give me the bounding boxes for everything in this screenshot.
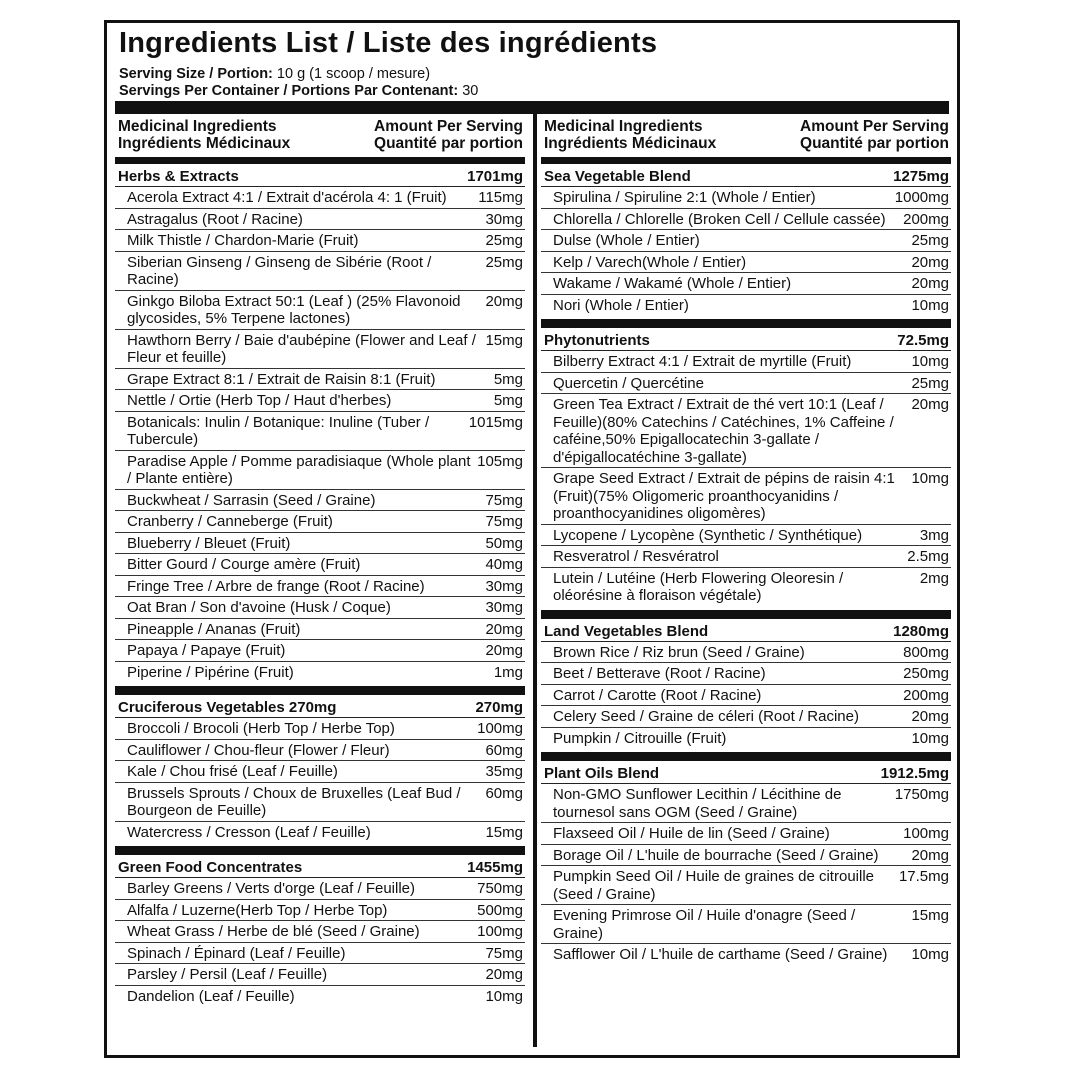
ingredient-row [115, 619, 525, 641]
ingredient-amount: 2.5mg [907, 548, 949, 565]
ingredient-name: Acerola Extract 4:1 / Extrait d'acérola 4: 1 (Fruit) [127, 189, 447, 206]
serving-size-label: Serving Size / Portion: [119, 66, 273, 82]
ingredient-amount: 20mg [485, 966, 523, 983]
ingredient-row [115, 822, 525, 843]
ingredient-name: Celery Seed / Graine de céleri (Root / Racine) [553, 708, 859, 725]
section-header [541, 761, 951, 784]
ingredient-name: Nettle / Ortie (Herb Top / Haut d'herbes) [127, 392, 392, 409]
ingredient-name: Kelp / Varech(Whole / Entier) [553, 253, 747, 271]
ingredient-name: Oat Bran / Son d'avoine (Husk / Coque) [127, 599, 391, 616]
ingredient-name: Carrot / Carotte (Root / Racine) [553, 686, 762, 704]
ingredient-row [115, 412, 525, 451]
ingredient-name: Wheat Grass / Herbe de blé (Seed / Graine) [127, 923, 420, 940]
ingredient-row [541, 187, 951, 209]
ingredient-name: Spinach / Épinard (Leaf / Feuille) [127, 944, 346, 962]
ingredient-row [115, 390, 525, 412]
ingredient-row [115, 597, 525, 619]
section-header [115, 695, 525, 718]
ingredient-row [541, 685, 951, 707]
ingredient-name: Hawthorn Berry / Baie d'aubépine (Flower and Leaf / Fleur et feuille) [127, 331, 476, 366]
ingredient-row [541, 663, 951, 685]
page-title: Ingredients List / Liste des ingrédients [119, 27, 658, 59]
ingredient-name: Wakame / Wakamé (Whole / Entier) [553, 275, 792, 292]
section-name: Herbs & Extracts [118, 168, 239, 185]
section-divider-bar [541, 752, 951, 761]
ingredient-name: Cauliflower / Chou-fleur (Flower / Fleur) [127, 741, 390, 759]
ingredient-section [115, 695, 525, 842]
left-sections [115, 164, 525, 1006]
ingredients-panel [104, 20, 960, 1058]
section-total: 1280mg [893, 622, 949, 640]
ingredient-row [115, 291, 525, 330]
ingredient-row [115, 554, 525, 576]
ingredient-row [115, 209, 525, 231]
ingredient-row [115, 490, 525, 512]
ingredient-name: Nori (Whole / Entier) [553, 296, 689, 314]
section-name: Plant Oils Blend [544, 765, 660, 782]
ingredient-row [115, 943, 525, 965]
ingredient-amount: 30mg [485, 210, 523, 228]
ingredient-amount: 750mg [477, 880, 523, 897]
ingredient-section [541, 619, 951, 749]
ingredient-row [115, 878, 525, 900]
ingredient-row [115, 451, 525, 490]
section-total: 72.5mg [897, 332, 949, 349]
ingredient-row [541, 209, 951, 231]
ingredient-amount: 25mg [911, 374, 949, 392]
header-medicinal-ingredients: Medicinal Ingredients [118, 118, 277, 135]
column-header [541, 118, 951, 156]
ingredient-name: Brussels Sprouts / Choux de Bruxelles (Leaf Bud / Bourgeon de Feuille) [127, 784, 461, 819]
ingredient-amount: 5mg [493, 370, 523, 388]
ingredient-amount: 75mg [485, 513, 523, 530]
ingredient-row [541, 866, 951, 905]
ingredient-amount: 17.5mg [898, 868, 949, 885]
ingredient-row [115, 921, 525, 943]
ingredient-name: Grape Extract 8:1 / Extrait de Raisin 8:1 (Fruit) [127, 370, 436, 388]
ingredient-amount: 20mg [911, 396, 949, 413]
ingredient-amount: 60mg [485, 784, 523, 802]
ingredient-name: Safflower Oil / L'huile de carthame (Seed / Graine) [553, 946, 888, 963]
ingredient-name: Bilberry Extract 4:1 / Extrait de myrtille (Fruit) [553, 353, 852, 370]
ingredient-row [115, 783, 525, 822]
ingredient-amount: 2mg [919, 569, 949, 587]
section-divider-bar [541, 319, 951, 328]
ingredient-name: Blueberry / Bleuet (Fruit) [127, 534, 291, 552]
header-amount-per-serving: Amount Per Serving [374, 118, 523, 135]
ingredient-amount: 100mg [903, 825, 949, 842]
ingredient-name: Beet / Betterave (Root / Racine) [553, 665, 766, 682]
ingredient-row [115, 230, 525, 252]
ingredient-name: Chlorella / Chlorelle (Broken Cell / Cellule cassée) [553, 210, 886, 228]
ingredient-name: Watercress / Cresson (Leaf / Feuille) [127, 823, 371, 841]
ingredient-amount: 1000mg [894, 189, 949, 206]
ingredient-name: Green Tea Extract / Extrait de thé vert 10:1 (Leaf / Feuille)(80% Catechins / Catéchines, 1% Caffeine / caféine,50% Epigallocatechin 3-gallate / d'épigallocatéchine 3-gallate) [553, 396, 894, 466]
ingredient-name: Milk Thistle / Chardon-Marie (Fruit) [127, 232, 359, 249]
ingredient-row [541, 728, 951, 749]
ingredient-row [541, 845, 951, 867]
section-name: Green Food Concentrates [118, 859, 303, 876]
column-header [115, 118, 525, 156]
section-divider-bar [541, 610, 951, 619]
ingredient-amount: 100mg [477, 923, 523, 940]
ingredient-name: Ginkgo Biloba Extract 50:1 (Leaf ) (25% Flavonoid glycosides, 5% Terpene lactones) [127, 292, 461, 327]
ingredient-amount: 10mg [911, 296, 949, 314]
ingredient-amount: 5mg [493, 392, 523, 409]
ingredient-row [115, 964, 525, 986]
ingredient-amount: 25mg [485, 232, 523, 249]
ingredient-row [115, 533, 525, 555]
ingredient-amount: 20mg [485, 642, 523, 659]
ingredient-row [541, 295, 951, 316]
ingredient-amount: 75mg [485, 491, 523, 509]
ingredient-row [541, 642, 951, 664]
ingredient-row [115, 252, 525, 291]
header-amount-per-serving: Amount Per Serving [800, 118, 949, 135]
ingredient-row [541, 784, 951, 823]
section-name: Land Vegetables Blend [544, 622, 709, 640]
ingredient-amount: 15mg [485, 331, 523, 349]
ingredient-amount: 200mg [903, 210, 949, 228]
header-quantite-par-portion: Quantité par portion [374, 135, 523, 152]
ingredient-row [541, 230, 951, 252]
ingredient-row [541, 823, 951, 845]
ingredient-section [541, 328, 951, 606]
ingredient-row [541, 273, 951, 295]
ingredient-row [541, 351, 951, 373]
section-total: 1275mg [893, 168, 949, 185]
ingredient-amount: 115mg [478, 189, 523, 206]
ingredient-row [115, 900, 525, 922]
ingredient-name: Astragalus (Root / Racine) [127, 210, 303, 228]
ingredient-name: Barley Greens / Verts d'orge (Leaf / Feuille) [127, 880, 415, 897]
top-divider-bar [115, 101, 949, 114]
header-bar [115, 157, 525, 164]
ingredient-name: Broccoli / Brocoli (Herb Top / Herbe Top) [127, 720, 395, 737]
ingredient-name: Botanicals: Inulin / Botanique: Inuline (Tuber / Tubercule) [127, 413, 430, 448]
ingredient-row [115, 187, 525, 209]
ingredient-name: Piperine / Pipérine (Fruit) [127, 663, 294, 681]
header-quantite-par-portion: Quantité par portion [800, 135, 949, 152]
ingredient-amount: 75mg [485, 944, 523, 962]
ingredient-name: Pineapple / Ananas (Fruit) [127, 620, 301, 638]
ingredient-row [115, 662, 525, 683]
section-name: Phytonutrients [544, 332, 650, 349]
left-column [115, 118, 525, 1047]
ingredient-name: Lutein / Lutéine (Herb Flowering Oleoresin / oléorésine à floraison végétale) [553, 569, 844, 604]
ingredient-amount: 25mg [485, 253, 523, 271]
ingredient-amount: 105mg [477, 452, 523, 470]
ingredient-row [541, 568, 951, 606]
ingredient-name: Dulse (Whole / Entier) [553, 232, 700, 249]
ingredient-amount: 35mg [485, 763, 523, 780]
header-medicinal-ingredients: Medicinal Ingredients [544, 118, 703, 135]
section-name: Sea Vegetable Blend [544, 168, 691, 185]
ingredient-amount: 200mg [903, 686, 949, 704]
right-column [541, 118, 951, 1047]
ingredient-section [541, 761, 951, 965]
ingredient-row [115, 640, 525, 662]
section-total: 270mg [475, 699, 523, 716]
ingredient-name: Resveratrol / Resvératrol [553, 548, 719, 565]
column-divider [533, 114, 537, 1047]
ingredient-amount: 3mg [919, 526, 949, 544]
ingredient-row [541, 944, 951, 965]
ingredient-name: Brown Rice / Riz brun (Seed / Graine) [553, 643, 805, 661]
ingredient-row [541, 905, 951, 944]
ingredient-amount: 10mg [911, 946, 949, 963]
ingredient-section [541, 164, 951, 315]
ingredient-amount: 1015mg [468, 413, 523, 431]
ingredient-amount: 20mg [911, 846, 949, 864]
ingredient-row [115, 330, 525, 369]
ingredient-amount: 20mg [485, 292, 523, 310]
ingredient-name: Paradise Apple / Pomme paradisiaque (Whole plant / Plante entière) [127, 452, 471, 487]
ingredient-name: Spirulina / Spiruline 2:1 (Whole / Entier) [553, 189, 816, 206]
ingredient-name: Pumpkin / Citrouille (Fruit) [553, 729, 727, 747]
section-header [115, 164, 525, 187]
ingredient-amount: 10mg [911, 353, 949, 370]
section-header [541, 164, 951, 187]
serving-size-line [119, 66, 430, 83]
ingredient-name: Parsley / Persil (Leaf / Feuille) [127, 966, 328, 983]
ingredient-row [115, 986, 525, 1007]
ingredient-amount: 250mg [903, 665, 949, 682]
ingredient-amount: 20mg [911, 275, 949, 292]
ingredient-section [115, 164, 525, 682]
section-divider-bar [115, 686, 525, 695]
ingredient-row [115, 576, 525, 598]
ingredient-name: Siberian Ginseng / Ginseng de Sibérie (Root / Racine) [127, 253, 432, 288]
ingredient-row [541, 252, 951, 274]
right-sections [541, 164, 951, 965]
ingredient-name: Fringe Tree / Arbre de frange (Root / Racine) [127, 577, 425, 595]
ingredient-name: Bitter Gourd / Courge amère (Fruit) [127, 556, 361, 573]
ingredient-row [115, 718, 525, 740]
section-name: Cruciferous Vegetables 270mg [118, 699, 337, 716]
ingredient-amount: 15mg [485, 823, 523, 841]
ingredient-name: Flaxseed Oil / Huile de lin (Seed / Graine) [553, 825, 830, 842]
ingredient-amount: 30mg [485, 577, 523, 595]
section-total: 1455mg [467, 859, 523, 876]
ingredient-name: Borage Oil / L'huile de bourrache (Seed / Graine) [553, 846, 879, 864]
ingredient-amount: 20mg [911, 253, 949, 271]
ingredient-row [115, 740, 525, 762]
section-header [115, 855, 525, 878]
ingredient-amount: 500mg [477, 901, 523, 919]
ingredient-row [541, 394, 951, 468]
ingredient-amount: 10mg [485, 987, 523, 1005]
ingredient-amount: 25mg [911, 232, 949, 249]
ingredient-name: Grape Seed Extract / Extrait de pépins de raisin 4:1 (Fruit)(75% Oligomeric proanthocyanidins / proanthocyanidines oligomères) [553, 470, 895, 522]
ingredient-amount: 1750mg [894, 786, 949, 803]
ingredient-amount: 15mg [911, 907, 949, 924]
ingredient-amount: 30mg [485, 599, 523, 616]
servings-per-container-value: 30 [462, 83, 479, 99]
serving-size-value: 10 g (1 scoop / mesure) [276, 66, 431, 82]
ingredient-row [541, 468, 951, 525]
header-bar [541, 157, 951, 164]
ingredient-amount: 60mg [485, 741, 523, 759]
ingredient-name: Quercetin / Quercétine [553, 374, 704, 392]
section-divider-bar [115, 846, 525, 855]
ingredient-amount: 10mg [911, 729, 949, 747]
ingredient-amount: 40mg [485, 556, 523, 573]
ingredient-name: Pumpkin Seed Oil / Huile de graines de citrouille (Seed / Graine) [553, 868, 874, 903]
section-total: 1701mg [467, 168, 523, 185]
ingredient-name: Alfalfa / Luzerne(Herb Top / Herbe Top) [127, 901, 388, 919]
ingredient-name: Kale / Chou frisé (Leaf / Feuille) [127, 763, 338, 780]
section-header [541, 328, 951, 351]
ingredient-row [541, 546, 951, 568]
ingredient-row [541, 706, 951, 728]
section-header [541, 619, 951, 642]
header-ingredients-medicinaux: Ingrédients Médicinaux [118, 135, 291, 152]
ingredient-row [115, 369, 525, 391]
ingredient-amount: 20mg [485, 620, 523, 638]
servings-per-container-line [119, 83, 478, 100]
servings-per-container-label: Servings Per Container / Portions Par Contenant: [119, 83, 459, 99]
section-total: 1912.5mg [880, 765, 949, 782]
ingredient-name: Evening Primrose Oil / Huile d'onagre (Seed / Graine) [553, 907, 856, 942]
ingredient-amount: 50mg [485, 534, 523, 552]
header-ingredients-medicinaux: Ingrédients Médicinaux [544, 135, 717, 152]
ingredient-section [115, 855, 525, 1006]
ingredient-amount: 100mg [477, 720, 523, 737]
ingredient-name: Cranberry / Canneberge (Fruit) [127, 513, 333, 530]
ingredient-name: Lycopene / Lycopène (Synthetic / Synthétique) [553, 526, 863, 544]
ingredient-amount: 800mg [903, 643, 949, 661]
ingredient-name: Non-GMO Sunflower Lecithin / Lécithine de tournesol sans OGM (Seed / Graine) [553, 786, 842, 821]
ingredient-amount: 10mg [911, 470, 949, 487]
ingredient-row [541, 525, 951, 547]
ingredient-row [541, 373, 951, 395]
ingredient-name: Buckwheat / Sarrasin (Seed / Graine) [127, 491, 376, 509]
ingredient-row [115, 761, 525, 783]
ingredient-name: Dandelion (Leaf / Feuille) [127, 987, 295, 1005]
ingredient-amount: 1mg [493, 663, 523, 681]
ingredient-amount: 20mg [911, 708, 949, 725]
ingredient-name: Papaya / Papaye (Fruit) [127, 642, 286, 659]
ingredient-row [115, 511, 525, 533]
